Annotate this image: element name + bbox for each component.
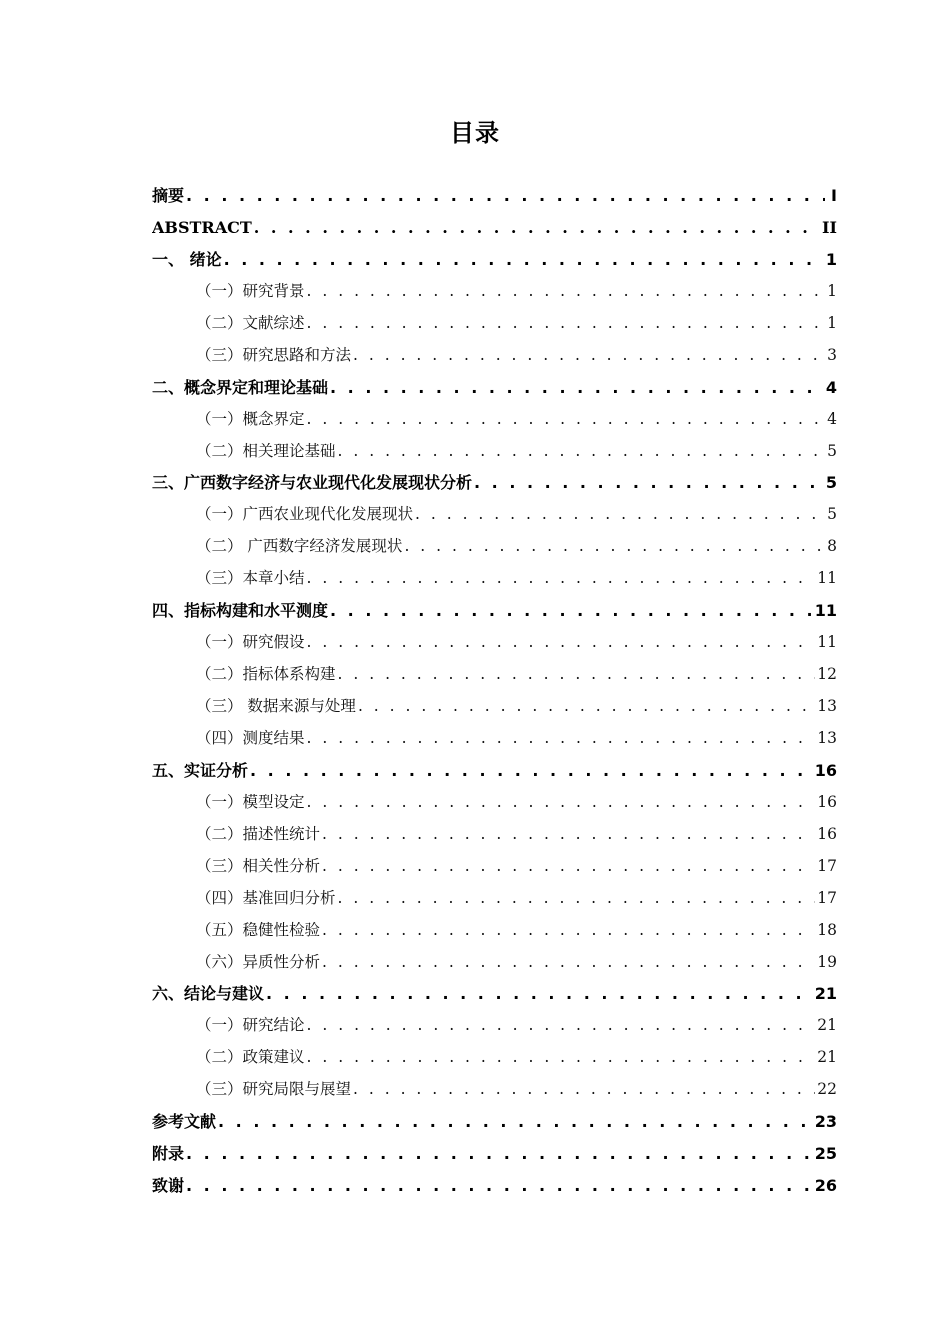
toc-dot-leader [322,947,815,979]
toc-dot-leader [322,851,815,883]
toc-entry-label: （三）研究局限与展望 [196,1080,352,1099]
toc-entry-label: （四）基准回归分析 [196,888,336,907]
toc-chapter-entry[interactable] [152,244,837,276]
toc-section-entry[interactable] [152,819,837,851]
toc-chapter-entry[interactable] [152,978,837,1010]
toc-dot-leader [330,595,813,627]
toc-dot-leader [353,340,825,372]
toc-page-number: 8 [827,537,837,556]
toc-dot-leader [307,1010,816,1042]
toc-section-entry[interactable] [152,499,837,531]
toc-entry-label: ABSTRACT [152,217,252,237]
toc-chapter-entry[interactable] [152,372,837,404]
toc-section-entry[interactable] [152,947,837,979]
toc-dot-leader [186,180,825,212]
toc-page-number: 21 [817,1048,837,1067]
toc-entry-label: （一）研究结论 [196,1016,305,1035]
toc-entry-label: （一）模型设定 [196,792,305,811]
toc-entry-label: （一）研究背景 [196,281,305,300]
toc-section-entry[interactable] [152,404,837,436]
toc-dot-leader [307,1042,816,1074]
toc-page-number: 17 [817,856,837,875]
toc-page-number: 16 [814,760,837,780]
toc-page-number: 11 [817,569,837,588]
toc-entry-label: 四、指标构建和水平测度 [152,601,329,621]
toc-page-number: 11 [814,601,837,621]
toc-entry-label: 三、广西数字经济与农业现代化发展现状分析 [152,473,473,493]
toc-section-entry[interactable] [152,787,837,819]
toc-section-entry[interactable] [152,308,837,340]
toc-dot-leader [330,372,824,404]
toc-page-number: 5 [827,441,837,460]
toc-page-number: 23 [814,1112,837,1132]
toc-entry-label: （三） 数据来源与处理 [196,697,356,715]
toc-dot-leader [307,563,816,595]
toc-chapter-entry[interactable] [152,755,837,787]
toc-dot-leader [338,883,816,915]
toc-chapter-entry[interactable] [152,1106,837,1138]
toc-entry-label: （一）广西农业现代化发展现状 [196,505,414,524]
toc-page-number: 26 [814,1176,837,1196]
page-title: 目录 [450,119,500,147]
toc-chapter-entry[interactable] [152,1170,837,1202]
toc-entry-label: 参考文献 [152,1112,217,1132]
toc-dot-leader [322,915,815,947]
toc-entry-label: （四）测度结果 [196,728,305,747]
toc-page-number: 1 [825,249,837,269]
toc-dot-leader [338,436,825,468]
toc-section-entry[interactable] [152,723,837,755]
toc-page-number: 22 [817,1080,837,1099]
toc-entry-label: （三）相关性分析 [196,856,321,875]
toc-page-number: 13 [817,728,837,747]
toc-entry-label: 附录 [152,1144,185,1164]
toc-dot-leader [224,244,824,276]
toc-dot-leader [338,659,816,691]
toc-dot-leader [307,627,816,659]
toc-page-number: 1 [827,313,837,332]
toc-page-number: 5 [827,505,837,524]
toc-dot-leader [266,978,813,1010]
toc-entry-label: （三）本章小结 [196,569,305,588]
toc-page-number: 4 [827,409,837,428]
table-of-contents [152,180,837,1202]
toc-entry-label: （六）异质性分析 [196,952,321,971]
toc-section-entry[interactable] [152,1042,837,1074]
toc-page-number: 17 [817,888,837,907]
toc-page-number: 18 [817,920,837,939]
toc-page-number: 25 [814,1144,837,1164]
toc-page-number: 3 [827,345,837,364]
toc-entry-label: （二）文献综述 [196,313,305,332]
toc-section-entry[interactable] [152,436,837,468]
toc-dot-leader [322,819,815,851]
toc-section-entry[interactable] [152,691,837,723]
toc-dot-leader [307,723,816,755]
toc-entry-label: （五）稳健性检验 [196,920,321,939]
toc-section-entry[interactable] [152,659,837,691]
toc-entry-label: （二）描述性统计 [196,824,321,843]
toc-page-number: 19 [817,952,837,971]
toc-dot-leader [404,531,825,563]
toc-dot-leader [307,787,816,819]
toc-chapter-entry[interactable] [152,467,837,499]
toc-page-number: 21 [817,1016,837,1035]
toc-page-number: 21 [814,984,837,1004]
toc-dot-leader [254,212,820,244]
toc-entry-label: 五、实证分析 [152,760,249,780]
toc-section-entry[interactable] [152,340,837,372]
toc-page-number: 1 [827,281,837,300]
toc-entry-label: （一）研究假设 [196,633,305,652]
toc-entry-label: （二）指标体系构建 [196,665,336,684]
toc-dot-leader [358,691,815,723]
toc-entry-label: （二）相关理论基础 [196,441,336,460]
toc-entry-label: 六、结论与建议 [152,984,265,1004]
toc-entry-label: （一）概念界定 [196,409,305,428]
toc-entry-label: （二） 广西数字经济发展现状 [196,537,403,556]
toc-page-number: 5 [825,473,837,493]
toc-page-number: I [831,186,837,205]
toc-dot-leader [250,755,813,787]
toc-section-entry[interactable] [152,627,837,659]
toc-page-number: 12 [817,665,837,684]
toc-entry-label: 二、概念界定和理论基础 [152,377,329,397]
toc-page-number: 16 [817,824,837,843]
toc-section-entry[interactable] [152,915,837,947]
toc-dot-leader [186,1170,813,1202]
toc-section-entry[interactable] [152,1074,837,1106]
toc-section-entry[interactable] [152,1010,837,1042]
toc-section-entry[interactable] [152,883,837,915]
toc-page-number: 13 [817,697,837,715]
toc-dot-leader [307,404,825,436]
toc-dot-leader [415,499,825,531]
toc-entry-label: 致谢 [152,1176,185,1196]
toc-dot-leader [307,308,825,340]
toc-page-number: 16 [817,792,837,811]
toc-chapter-entry[interactable] [152,595,837,627]
toc-entry-label: （三）研究思路和方法 [196,345,352,364]
toc-dot-leader [218,1106,813,1138]
toc-dot-leader [186,1138,813,1170]
toc-section-entry[interactable] [152,276,837,308]
toc-chapter-entry[interactable] [152,180,837,212]
toc-entry-label: 一、 绪论 [152,249,222,269]
toc-page-number: 4 [825,377,837,397]
toc-entry-label: 摘要 [152,186,185,205]
toc-dot-leader [353,1074,815,1106]
toc-page-number: II [822,217,837,237]
toc-section-entry[interactable] [152,851,837,883]
toc-chapter-entry[interactable] [152,212,837,244]
toc-section-entry[interactable] [152,563,837,595]
toc-section-entry[interactable] [152,531,837,563]
toc-entry-label: （二）政策建议 [196,1048,305,1067]
toc-page-number: 11 [817,633,837,652]
toc-dot-leader [307,276,825,308]
toc-dot-leader [474,467,824,499]
toc-chapter-entry[interactable] [152,1138,837,1170]
